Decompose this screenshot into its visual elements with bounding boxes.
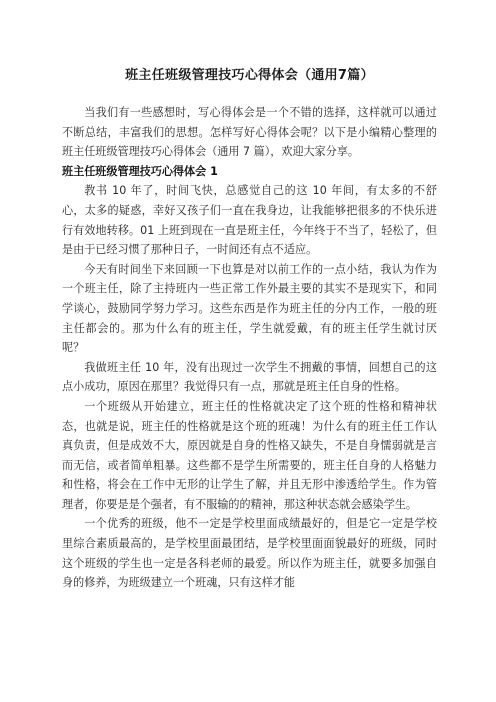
section-heading: 班主任班级管理技巧心得体会 1 <box>62 164 218 178</box>
intro-paragraph: 当我们有一些感想时，写心得体会是一个不错的选择，这样就可以通过不断总结，丰富我们的思想。怎样写好心得体会呢？以下是小编精心整理的班主任班级管理技巧心得体会（通用 7 篇），欢迎大家分享。 <box>62 106 437 159</box>
document-title: 班主任班级管理技巧心得体会（通用7篇） <box>125 68 374 83</box>
body-paragraph: 一个优秀的班级，他不一定是学校里面成绩最好的，但是它一定是学校里综合素质最高的，是学校里面最团结，是学校里面面貌最好的班级，同时这个班级的学生也一定是各科老师的最爱。所以作为班主任，就要多加强自身的修养，为班级建立一个班魂，只有这样才能 <box>62 517 437 590</box>
body-paragraph: 一个班级从开始建立，班主任的性格就决定了这个班的性格和精神状态，也就是说，班主任的性格就是这个班的班魂！为什么有的班主任工作认真负责，但是成效不大，原因就是自身的性格又缺失，不是自身懦弱就是言而无信，或者简单粗暴。这些都不是学生所需要的，班主任自身的人格魅力和性格，将会在工作中无形的让学生了解，并且无形中渗透给学生。作为管理者，你要是是个强者，有不服输的的精神，那这种状态就会感染学生。 <box>62 399 437 511</box>
body-paragraph: 今天有时间坐下来回顾一下也算是对以前工作的一点小结，我认为作为一个班主任，除了主持班内一些正常工作外最主要的其实不是现实下，和同学谈心，鼓励同学努力学习。这些东西是作为班主任的分内工作，一般的班主任都会的。那为什么有的班主任，学生就爱戴，有的班主任学生就讨厌呢？ <box>62 262 437 355</box>
body-paragraph: 教书 10 年了，时间飞快，总感觉自己的这 10 年间，有太多的不舒心，太多的疑惑，幸好又孩子们一直在我身边，让我能够把很多的不快乐进行有效地转移。01 上班到现在一直是班主任，今年终于不当了，轻松了，但是由于已经习惯了那种日子，一时间还有点不适应。 <box>62 184 437 257</box>
body-paragraph: 我做班主任 10 年，没有出现过一次学生不拥戴的事情，回想自己的这点小成功，原因在那里？我觉得只有一点，那就是班主任自身的性格。 <box>62 360 437 394</box>
